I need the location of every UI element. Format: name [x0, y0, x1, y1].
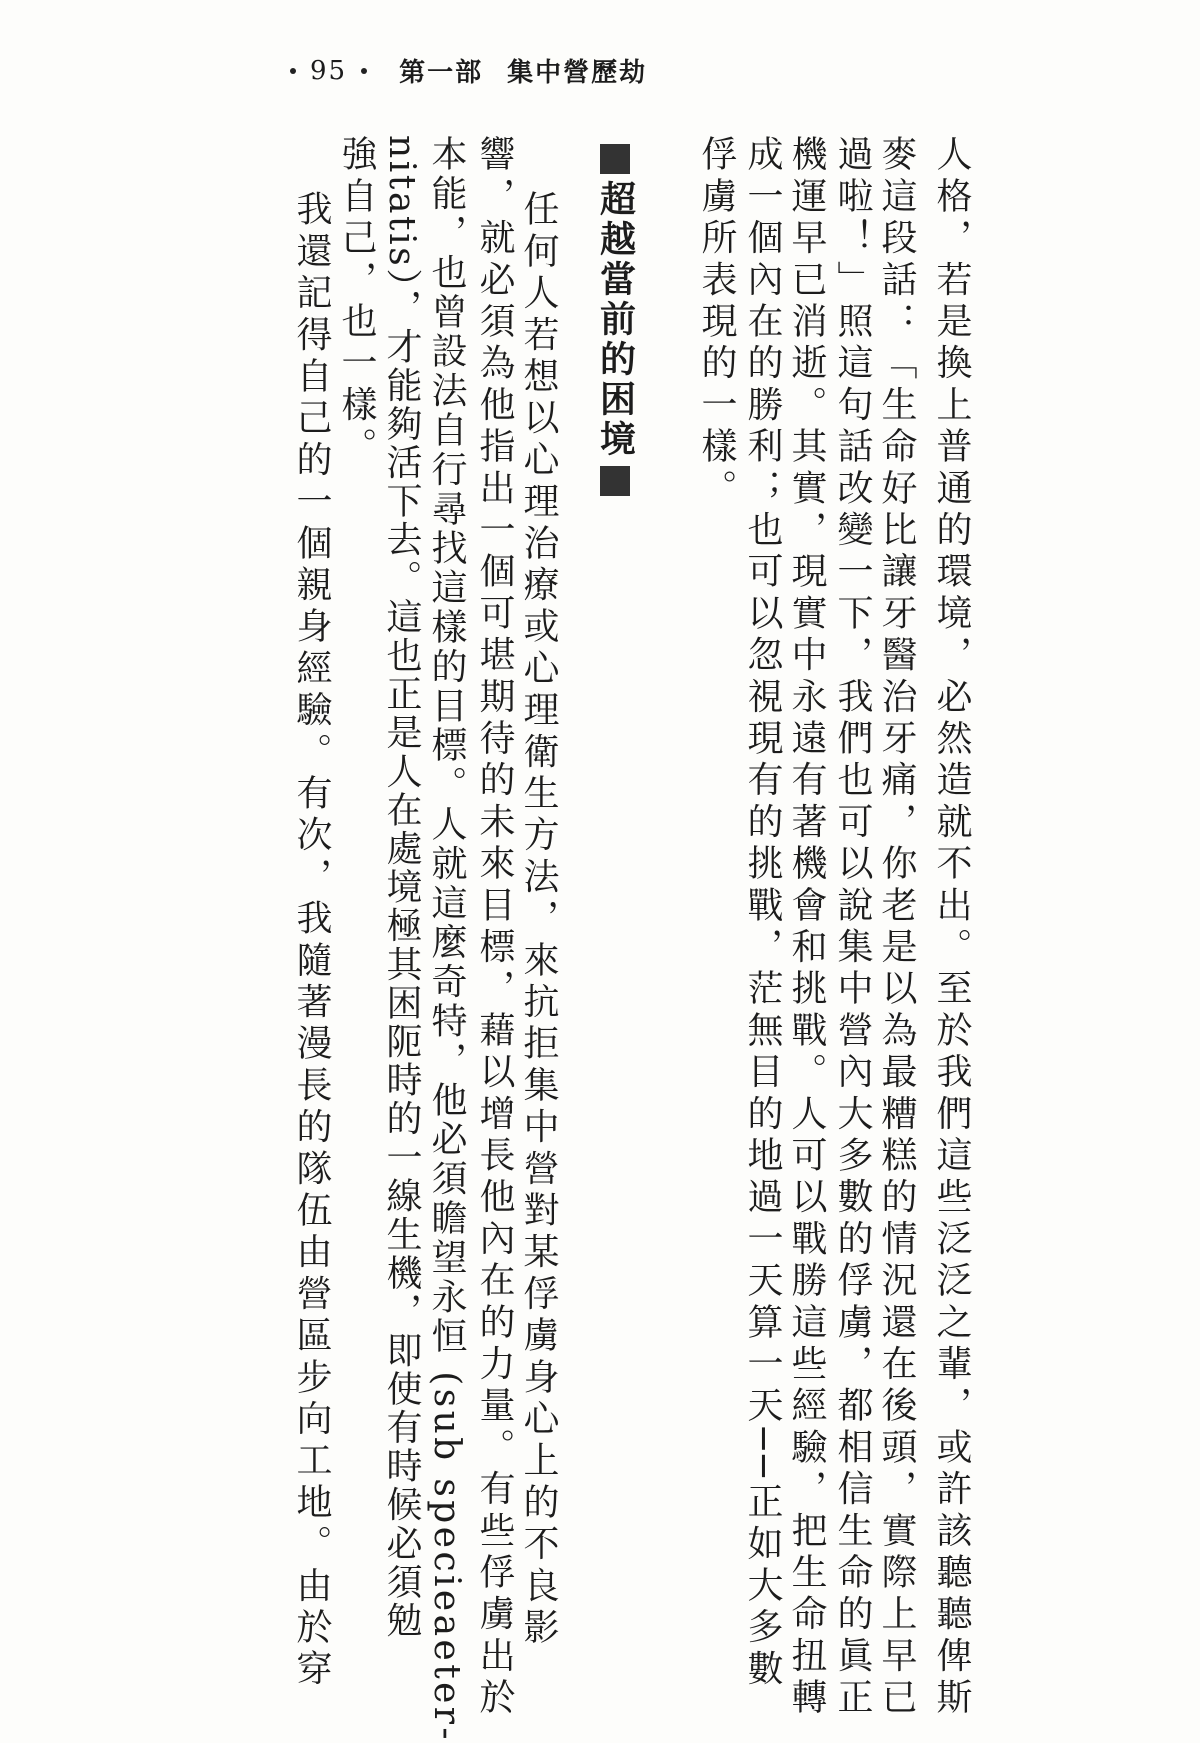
text-column-1: 人格，若是換上普通的環境，必然造就不出。至於我們這些泛泛之輩，或許該聽聽俾斯 [931, 135, 972, 1720]
text-column-2: 麥這段話：「生命好比讓牙醫治牙痛，你老是以為最糟糕的情況還在後頭，實際上早已 [876, 135, 917, 1720]
text-column-6: 俘虜所表現的一樣。 [696, 135, 737, 511]
heading-square-marker [600, 144, 630, 174]
bullet-dot [361, 68, 367, 74]
section-heading-text: 超越當前的困境 [594, 180, 636, 460]
text-column-5: 成一個內在的勝利；也可以忽視現有的挑戰，茫無目的地過一天算一天──正如大多數 [742, 135, 783, 1691]
text-column-7: 任何人若想以心理治療或心理衛生方法，來抗拒集中營對某俘虜身心上的不良影 [518, 190, 559, 1650]
running-header [276, 52, 647, 89]
text-column-10: nitatis），才能夠活下去。這也正是人在處境極其困阨時的一線生機，即使有時候必須勉 [381, 135, 422, 1640]
text-column-12: 我還記得自己的一個親身經驗。有次，我隨著漫長的隊伍由營區步向工地。由於穿 [291, 190, 332, 1692]
text-column-11: 強自己，也一樣。 [336, 135, 377, 469]
chapter-title: 集中營歷劫 [507, 58, 648, 88]
text-column-9: 本能，也曾設法自行尋找這樣的目標。人就這麼奇特，他必須瞻望永恒 (sub specieaeter- [426, 135, 467, 1743]
section-heading [590, 138, 640, 502]
text-column-3: 過啦！」照這句話改變一下，我們也可以說集中營內大多數的俘虜，都相信生命的眞正 [832, 135, 873, 1720]
chapter-label: 第一部 [399, 58, 484, 88]
bullet-dot [290, 68, 296, 74]
text-column-4: 機運早已消逝。其實，現實中永遠有著機會和挑戰。人可以戰勝這些經驗，把生命扭轉 [786, 135, 827, 1720]
page-number: 95 [310, 55, 348, 86]
text-column-8: 響，就必須為他指出一個可堪期待的未來目標，藉以增長他內在的力量。有些俘虜出於 [474, 135, 515, 1720]
heading-square-marker [600, 466, 630, 496]
